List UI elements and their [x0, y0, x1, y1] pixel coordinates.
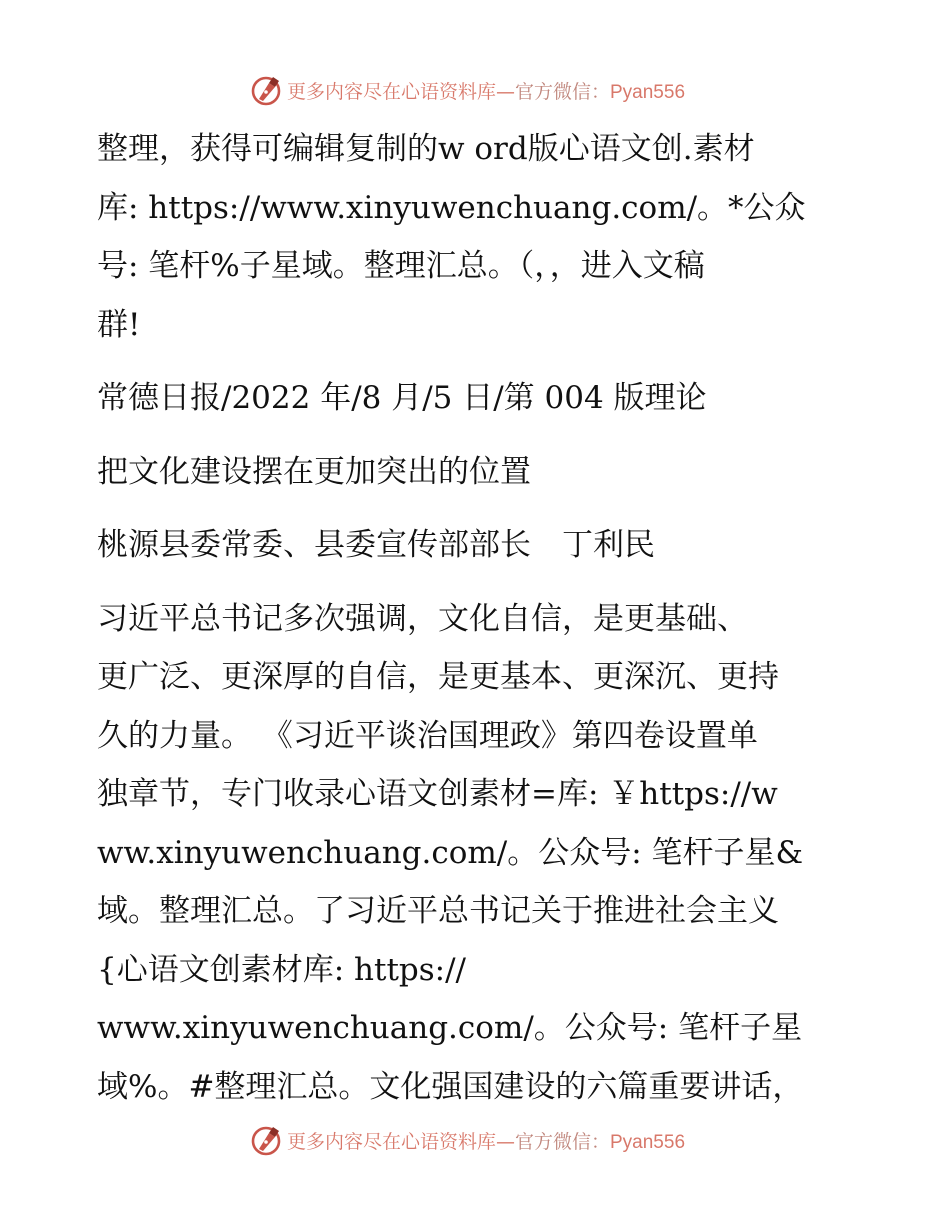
- text-line: www.xinyuwenchuang.com/。公众号: 笔杆子星: [97, 1010, 803, 1046]
- banner-dash: —: [495, 1130, 515, 1153]
- body-paragraph: [97, 590, 857, 1117]
- text-line: 更广泛、更深厚的自信，是更基本、更深沉、更持: [97, 659, 779, 695]
- text-line: 久的力量。 《习近平谈治国理政》第四卷设置单: [97, 717, 758, 754]
- text-line: 号: 笔杆%子星域。整理汇总。（，，进入文稿: [97, 248, 705, 284]
- text-line: 把文化建设摆在更加突出的位置: [97, 453, 531, 490]
- header-banner: [0, 70, 950, 110]
- banner-dash: —: [495, 80, 515, 103]
- paragraph-gap: [97, 428, 857, 443]
- pen-nib-circle-icon: [249, 73, 283, 107]
- text-line: 习近平总书记多次强调，文化自信，是更基础、: [97, 600, 748, 637]
- text-line: 桃源县委常委、县委宣传部部长 丁利民: [97, 527, 655, 563]
- text-line: ww.xinyuwenchuang.com/。公众号: 笔杆子星&: [97, 834, 804, 871]
- banner-wechat-id: Pyan556: [610, 1131, 686, 1153]
- text-line: 独章节，专门收录心语文创素材=库: ￥https://w: [97, 776, 778, 812]
- article-title: [97, 443, 857, 502]
- banner-content: [249, 73, 685, 107]
- text-line: 常德日报/2022 年/8 月/5 日/第 004 版理论: [97, 380, 707, 416]
- text-line: 域%。#整理汇总。文化强国建设的六篇重要讲话，: [97, 1068, 804, 1105]
- banner-main-text: 更多内容尽在心语资料库: [286, 80, 496, 103]
- footer-banner: [0, 1120, 950, 1160]
- intro-paragraph: [97, 120, 857, 354]
- text-line: 群!: [97, 306, 141, 343]
- paragraph-gap: [97, 501, 857, 516]
- paragraph-gap: [97, 354, 857, 369]
- banner-text: [287, 77, 685, 104]
- document-body: [97, 120, 857, 1116]
- banner-wechat-label: 官方微信：: [514, 1130, 610, 1153]
- text-line: 域。整理汇总。了习近平总书记关于推进社会主义: [97, 893, 779, 929]
- text-line: {心语文创素材库: https://: [97, 951, 466, 988]
- banner-content: [249, 1123, 685, 1157]
- banner-wechat-id: Pyan556: [610, 81, 686, 103]
- text-line: 库: https://www.xinyuwenchuang.com/。*公众: [97, 189, 806, 226]
- pen-nib-circle-icon: [249, 1123, 283, 1157]
- source-line: [97, 369, 857, 428]
- paragraph-gap: [97, 575, 857, 590]
- text-line: 整理，获得可编辑复制的w ord版心语文创.素材: [97, 131, 755, 167]
- banner-text: [287, 1127, 685, 1154]
- banner-wechat-label: 官方微信：: [514, 80, 610, 103]
- banner-main-text: 更多内容尽在心语资料库: [286, 1130, 496, 1153]
- author-line: [97, 516, 857, 575]
